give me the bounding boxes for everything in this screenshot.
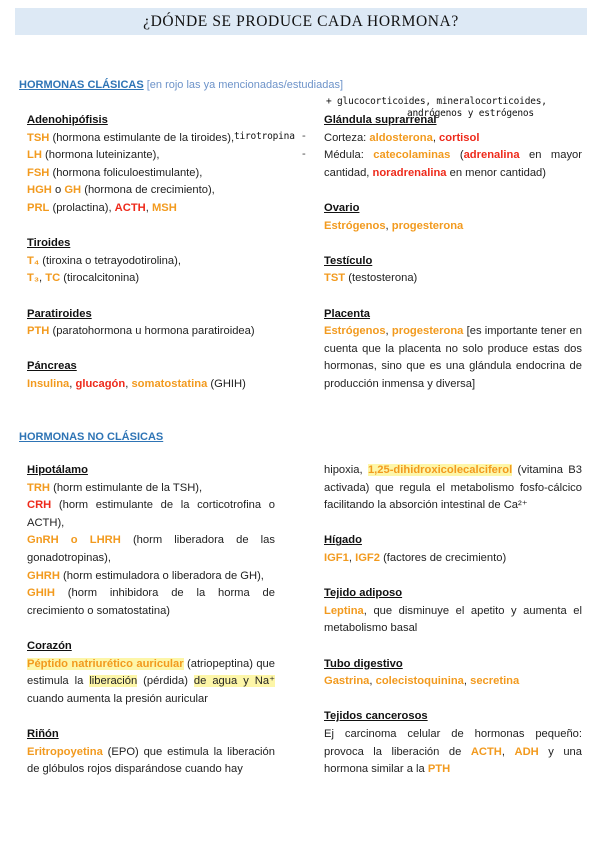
higado-igf: IGF1, IGF2 (factores de crecimiento) <box>324 551 507 564</box>
rinon-epo: Eritropoyetina (EPO) que estimula la liberación de glóbulos rojos disparándose cuando hay <box>27 745 275 776</box>
tejidos-cancerosos-desc: Ej carcinoma celular de hormonas pequeño: provoca la liberación de ACTH, ADH y una hormona similar a la PTH <box>324 727 582 776</box>
tubo-digestivo-heading: Tubo digestivo <box>324 657 403 670</box>
hipotalamo-crh: CRH (horm estimulante de la corticotrofina o ACTH), <box>27 499 275 529</box>
tejido-adiposo-heading: Tejido adiposo <box>324 587 403 600</box>
adenohipofisis-heading: Adenohipófisis <box>27 114 108 126</box>
left-column-clasicas <box>27 112 277 394</box>
left-column-no-clasicas <box>27 462 275 779</box>
dash-marker: - <box>302 148 306 160</box>
higado-heading: Hígado <box>324 534 362 547</box>
tiroides-t3: T₃, TC (tirocalcitonina) <box>27 272 140 285</box>
handwritten-note-line-1: + glucocorticoides, mineralocorticoides, <box>326 96 547 107</box>
right-column-no-clasicas <box>324 462 582 779</box>
tiroides-t4: T₄ (tiroxina o tetrayodotirolina), <box>27 254 181 267</box>
placenta-heading: Placenta <box>324 307 371 320</box>
adenohipofisis-fsh: FSH (hormona foliculoestimulante), <box>27 166 203 179</box>
hipotalamo-heading: Hipotálamo <box>27 464 88 476</box>
section-title: HORMONAS NO CLÁSICAS <box>19 431 164 443</box>
paratiroides-pth: PTH (paratohormona u hormona paratiroidea) <box>27 325 255 338</box>
hipotalamo-ghrh: GHRH (horm estimuladora o liberadora de GH), <box>27 569 264 582</box>
tejido-adiposo-leptina: Leptina, que disminuye el apetito y aumenta el metabolismo basal <box>324 604 582 635</box>
placenta-hormonas: Estrógenos, progesterona [es importante tener en cuenta que la placenta no solo produce estas dos hormonas, sino que es una glándula endocrina de producción inmensa y diversa] <box>324 325 582 390</box>
pancreas-hormonas: Insulina, glucagón, somatostatina (GHIH) <box>27 377 246 390</box>
rinon-heading: Riñón <box>27 727 59 740</box>
adenohipofisis-prl: PRL (prolactina), ACTH, MSH <box>27 201 177 214</box>
section-title: HORMONAS CLÁSICAS <box>19 79 144 91</box>
suprarrenal-corteza: Corteza: aldosterona, cortisol <box>324 131 480 144</box>
testiculo-tst: TST (testosterona) <box>324 272 418 285</box>
adenohipofisis-tsh: TSH (hormona estimulante de la tiroides), <box>27 131 235 144</box>
tejidos-cancerosos-heading: Tejidos cancerosos <box>324 710 428 723</box>
corazon-peptido: Péptido natriurético auricular (atriopeptina) que estimula la liberación (pérdida) de agua y Na⁺ cuando aumenta la presión auricular <box>27 657 275 705</box>
title-bar <box>15 8 587 35</box>
suprarrenal-medula: Médula: catecolaminas (adrenalina en mayor cantidad, noradrenalina en menor cantidad) <box>324 149 582 179</box>
adenohipofisis-lh: LH (hormona luteinizante), <box>27 149 160 162</box>
section-note: [en rojo las ya mencionadas/estudiadas] <box>146 79 344 91</box>
ovario-hormonas: Estrógenos, progesterona <box>324 219 464 232</box>
rinon-continuacion: hipoxia, 1,25-dihidroxicolecalciferol (vitamina B3 activada) que regula el metabolismo fosfo-cálcico facilitando la absorción intestinal de Ca²⁺ <box>324 464 582 512</box>
paratiroides-heading: Paratiroides <box>27 307 92 320</box>
hipotalamo-gnrh: GnRH o LHRH (horm liberadora de las gonadotropinas), <box>27 534 275 564</box>
pancreas-heading: Páncreas <box>27 360 77 373</box>
ovario-heading: Ovario <box>324 201 360 214</box>
hipotalamo-trh: TRH (horm estimulante de la TSH), <box>27 481 203 494</box>
suprarrenal-heading: Glándula suprarrenal <box>324 114 437 126</box>
handwritten-tirotropina: tirotropina <box>234 131 295 142</box>
tiroides-heading: Tiroides <box>27 237 71 250</box>
adenohipofisis-hgh: HGH o GH (hormona de crecimiento), <box>27 184 215 197</box>
page-title: ¿DÓNDE SE PRODUCE CADA HORMONA? <box>143 13 459 30</box>
testiculo-heading: Testículo <box>324 254 373 267</box>
hipotalamo-ghih: GHIH (horm inhibidora de la horma de crecimiento o somatostatina) <box>27 587 275 617</box>
right-column-clasicas <box>324 112 582 394</box>
handwritten-note-line-2: andrógenos y estrógenos <box>407 108 534 119</box>
tubo-digestivo-hormonas: Gastrina, colecistoquinina, secretina <box>324 675 520 688</box>
section-hormonas-clasicas <box>19 79 343 91</box>
corazon-heading: Corazón <box>27 639 72 652</box>
dash-marker: - <box>302 130 306 142</box>
section-hormonas-no-clasicas <box>19 431 163 443</box>
